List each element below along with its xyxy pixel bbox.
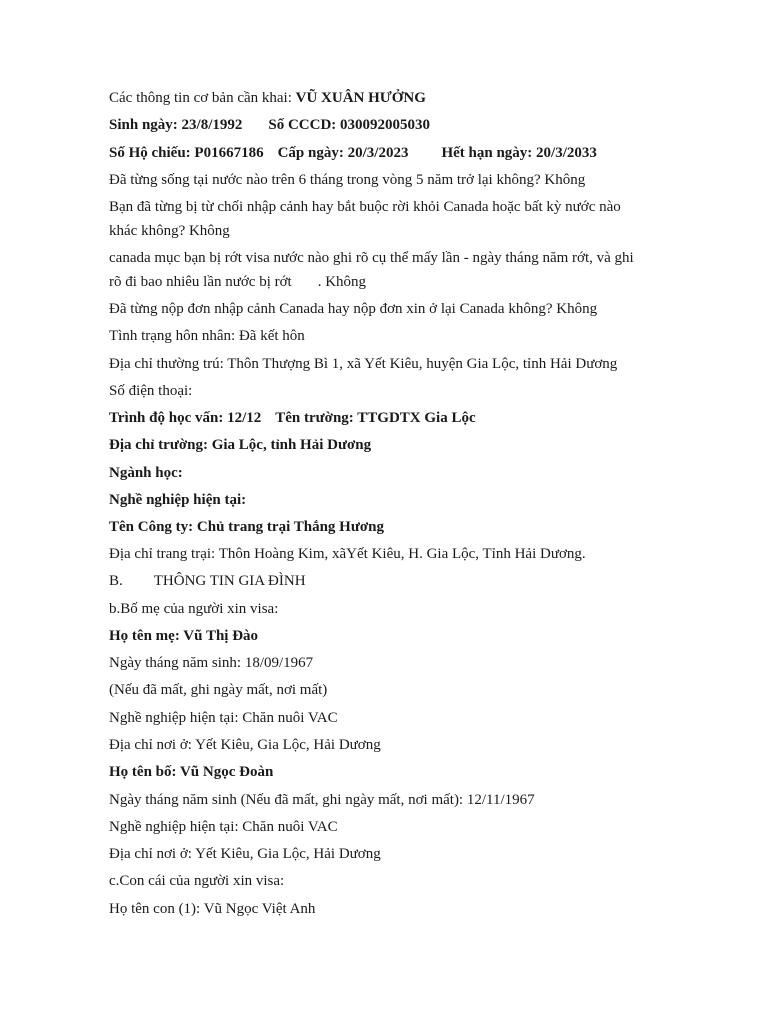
- parents-subheading: b.Bố mẹ của người xin visa:: [109, 601, 279, 617]
- visa-refusal-value: . Không: [317, 274, 367, 290]
- dob-cccd-line: [109, 115, 430, 135]
- education-level: Trình độ học vấn: 12/12: [109, 410, 262, 426]
- lived-abroad-question: Đã từng sống tại nước nào trên 6 tháng trong vòng 5 năm trở lại không? Không: [109, 172, 586, 188]
- passport-line: [109, 143, 597, 163]
- education-line: [109, 408, 476, 428]
- children-subheading: c.Con cái của người xin visa:: [109, 873, 285, 889]
- marital-status: Tình trạng hôn nhân: Đã kết hôn: [109, 328, 305, 344]
- current-occupation: Nghề nghiệp hiện tại:: [109, 492, 247, 508]
- father-name: Họ tên bố: Vũ Ngọc Đoàn: [109, 764, 274, 780]
- visa-refusal-answer: [109, 272, 366, 292]
- visa-refusal-text: rõ đi bao nhiêu lần nước bị rớt: [109, 274, 292, 290]
- mother-occupation: Nghề nghiệp hiện tại: Chăn nuôi VAC: [109, 710, 338, 726]
- child-1-name: Họ tên con (1): Vũ Ngọc Việt Anh: [109, 901, 316, 917]
- passport-expiry-date: Hết hạn ngày: 20/3/2033: [441, 145, 597, 161]
- school-address: Địa chỉ trường: Gia Lộc, tỉnh Hải Dương: [109, 437, 372, 453]
- major: Ngành học:: [109, 465, 183, 481]
- farm-address: Địa chỉ trang trại: Thôn Hoàng Kim, xãYết Kiêu, H. Gia Lộc, Tỉnh Hải Dương.: [109, 546, 586, 562]
- refused-entry-answer: khác không? Không: [109, 223, 230, 239]
- mother-address: Địa chỉ nơi ở: Yết Kiêu, Gia Lộc, Hải Dương: [109, 737, 381, 753]
- date-of-birth: Sinh ngày: 23/8/1992: [109, 117, 243, 133]
- applicant-name: VŨ XUÂN HƯỞNG: [295, 90, 426, 106]
- section-letter: B.: [109, 573, 123, 589]
- basic-info-label: Các thông tin cơ bản cần khai:: [109, 90, 296, 106]
- refused-entry-question: Bạn đã từng bị từ chối nhập cảnh hay bắt buộc rời khỏi Canada hoặc bất kỳ nước nào: [109, 199, 621, 215]
- basic-info-line: [109, 88, 426, 108]
- section-title: THÔNG TIN GIA ĐÌNH: [153, 573, 306, 589]
- mother-dob: Ngày tháng năm sinh: 18/09/1967: [109, 655, 314, 671]
- mother-name: Họ tên mẹ: Vũ Thị Đào: [109, 628, 259, 644]
- phone-number: Số điện thoại:: [109, 383, 193, 399]
- permanent-address: Địa chỉ thường trú: Thôn Thượng Bì 1, xã Yết Kiêu, huyện Gia Lộc, tỉnh Hải Dương: [109, 356, 618, 372]
- father-dob: Ngày tháng năm sinh (Nếu đã mất, ghi ngày mất, nơi mất): 12/11/1967: [109, 792, 535, 808]
- school-name: Tên trường: TTGDTX Gia Lộc: [275, 410, 476, 426]
- father-occupation: Nghề nghiệp hiện tại: Chăn nuôi VAC: [109, 819, 338, 835]
- mother-death-note: (Nếu đã mất, ghi ngày mất, nơi mất): [109, 682, 328, 698]
- family-section-heading: [109, 571, 306, 591]
- visa-refusal-question: canada mục bạn bị rớt visa nước nào ghi rõ cụ thể mấy lần - ngày tháng năm rớt, và ghi: [109, 250, 634, 266]
- cccd-number: Số CCCD: 030092005030: [268, 117, 431, 133]
- company-name: Tên Công ty: Chủ trang trại Thắng Hương: [109, 519, 384, 535]
- passport-issue-date: Cấp ngày: 20/3/2023: [277, 145, 409, 161]
- canada-application-question: Đã từng nộp đơn nhập cảnh Canada hay nộp đơn xin ở lại Canada không? Không: [109, 301, 598, 317]
- father-address: Địa chỉ nơi ở: Yết Kiêu, Gia Lộc, Hải Dương: [109, 846, 381, 862]
- passport-number: Số Hộ chiếu: P01667186: [109, 145, 264, 161]
